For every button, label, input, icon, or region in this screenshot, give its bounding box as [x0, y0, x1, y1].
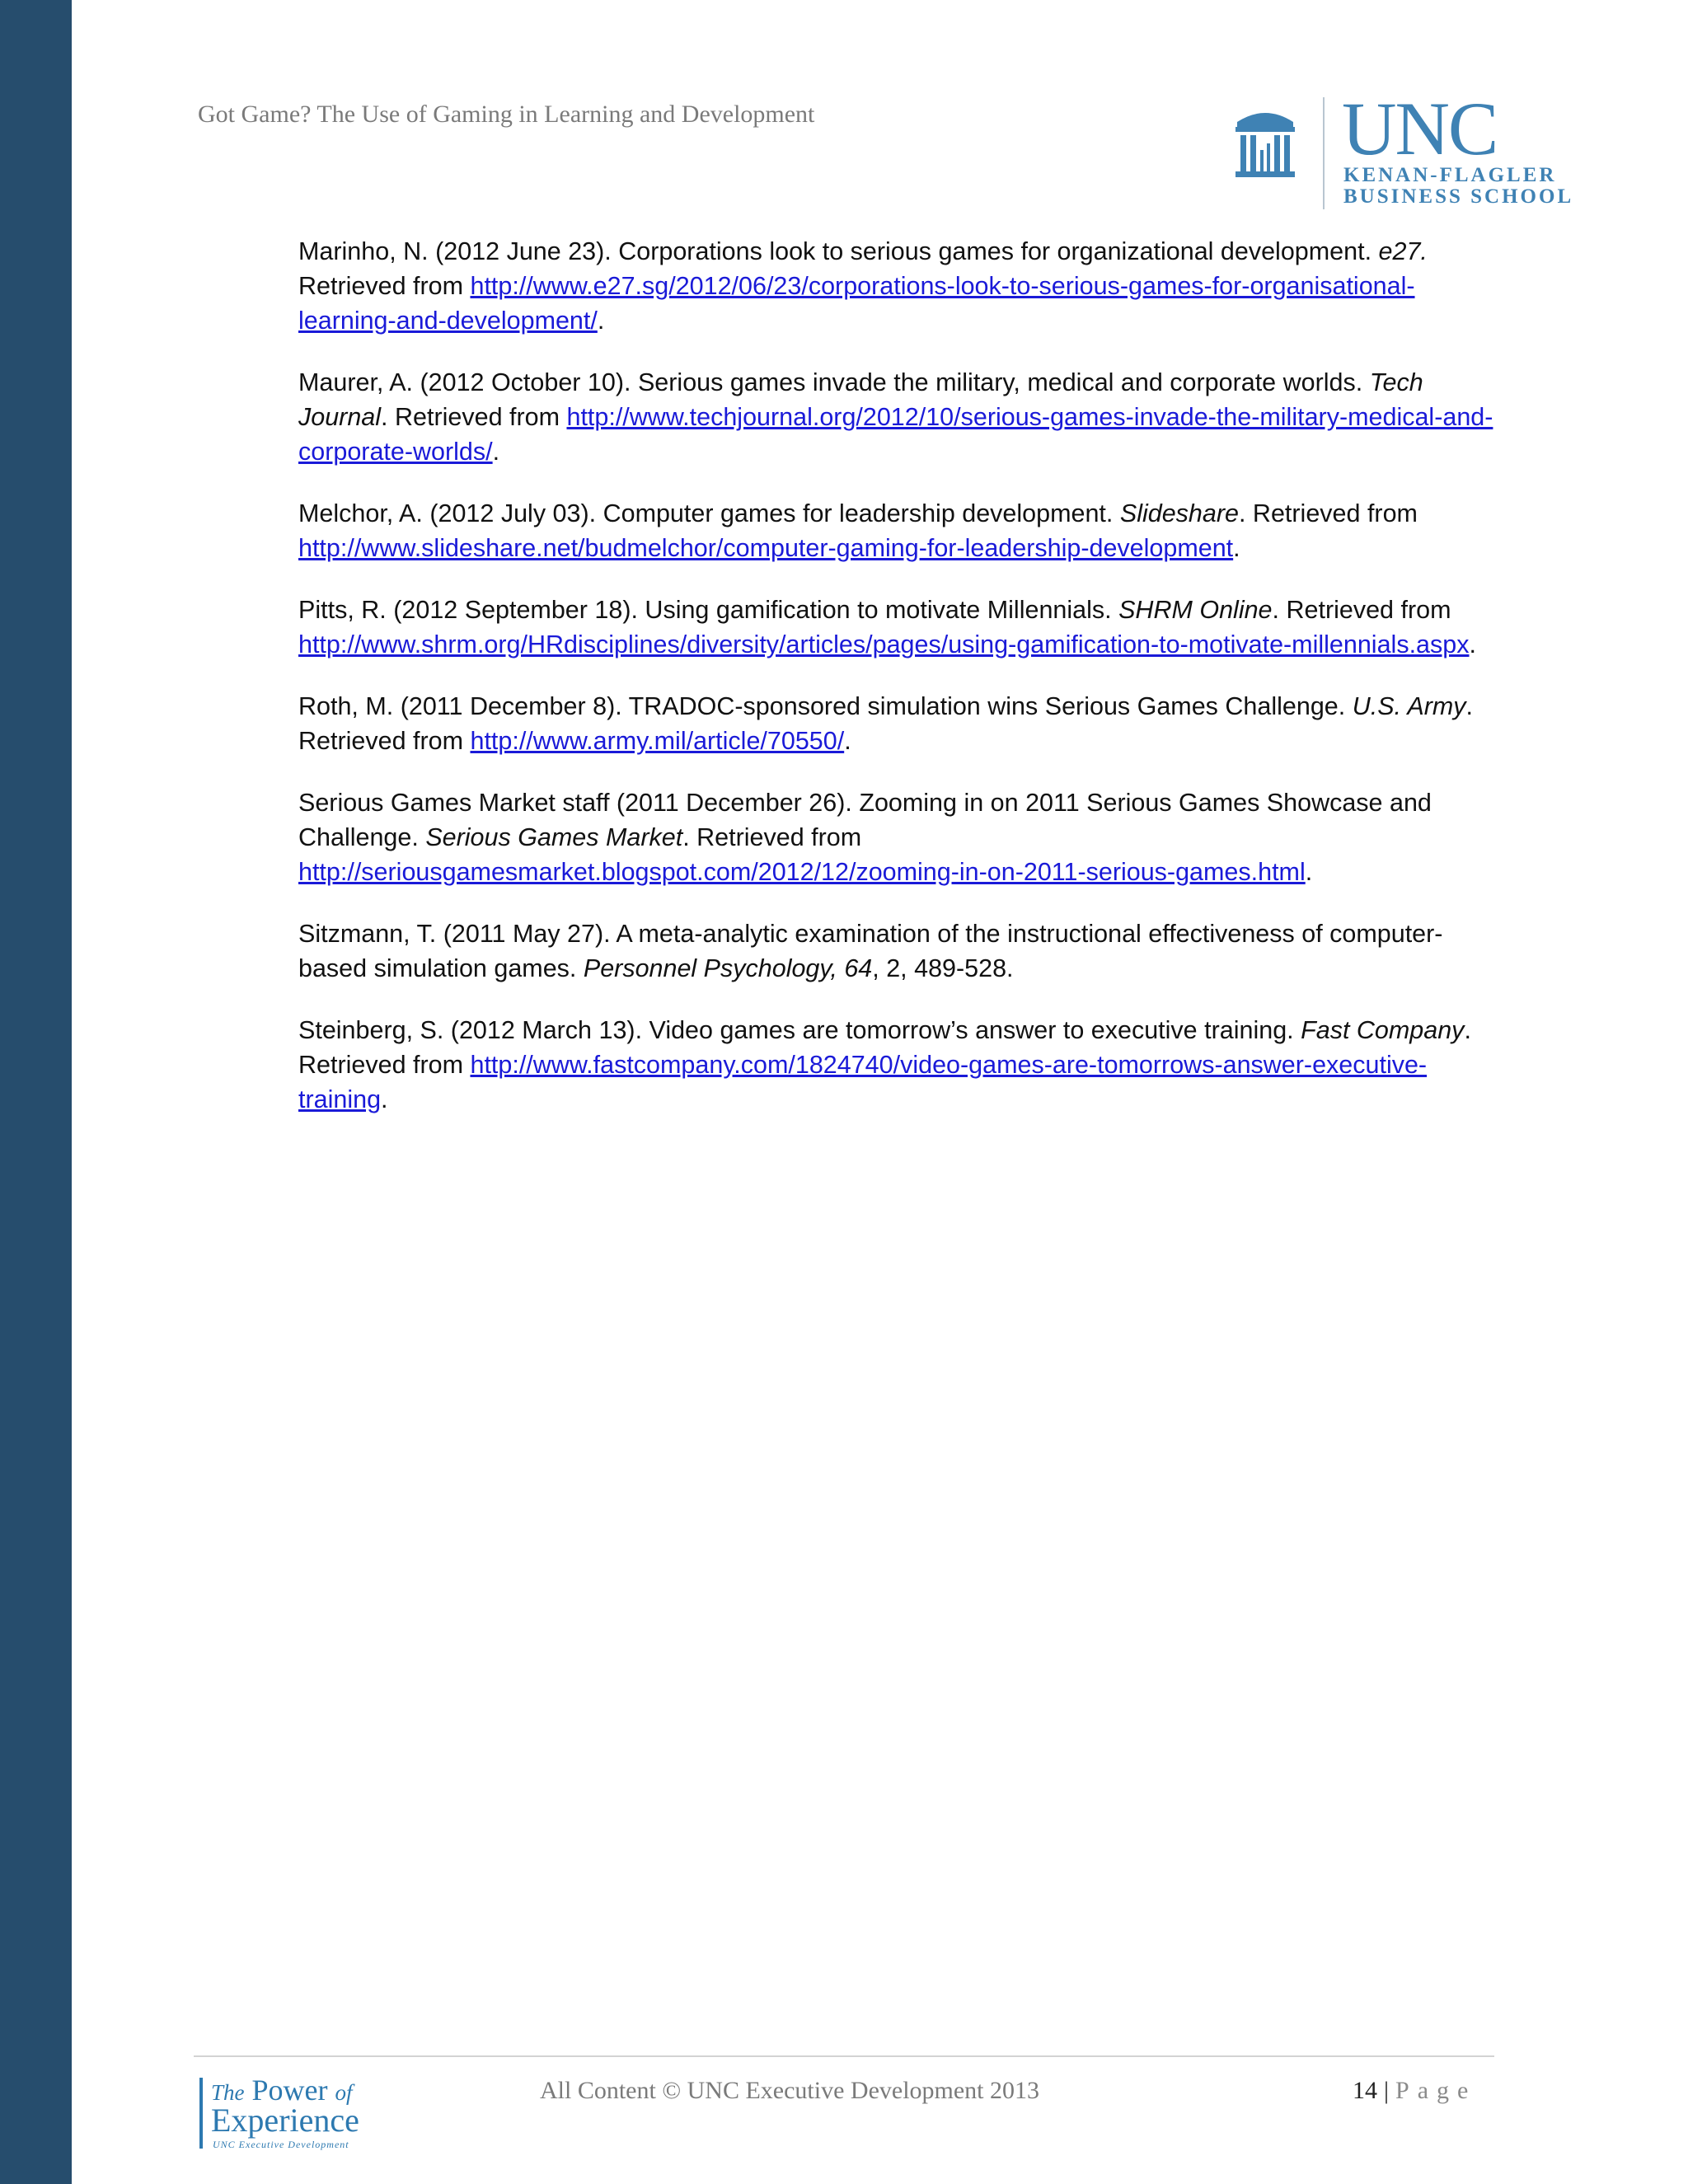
- reference-source: Personnel Psychology, 64: [583, 954, 873, 982]
- page-separator: |: [1384, 2077, 1390, 2104]
- reference-link[interactable]: http://www.slideshare.net/budmelchor/computer-gaming-for-leadership-development: [298, 534, 1234, 562]
- reference-entry: [298, 785, 1493, 889]
- reference-end: .: [381, 1085, 388, 1113]
- reference-retrieved: . Retrieved from: [1238, 499, 1418, 527]
- reference-entry: [298, 689, 1493, 758]
- reference-text: Pitts, R. (2012 September 18). Using gamification to motivate Millennials.: [298, 596, 1119, 624]
- reference-link[interactable]: http://www.shrm.org/HRdisciplines/diversity/articles/pages/using-gamification-to-motivate-millennials.aspx: [298, 630, 1470, 658]
- unc-kenan-flagler-logo: [1232, 87, 1603, 213]
- reference-end: .: [492, 438, 500, 466]
- reference-text: Serious Games Market staff (2011 December 26). Zooming in on 2011 Serious Games Showcase and Challenge.: [298, 789, 1432, 851]
- reference-retrieved: , 2, 489-528.: [872, 954, 1014, 982]
- logo-school-name: [1343, 165, 1573, 208]
- reference-end: .: [1305, 858, 1313, 886]
- reference-retrieved: . Retrieved from: [1272, 596, 1451, 624]
- reference-text: Maurer, A. (2012 October 10). Serious games invade the military, medical and corporate worlds.: [298, 368, 1370, 396]
- reference-text: Roth, M. (2011 December 8). TRADOC-sponsored simulation wins Serious Games Challenge.: [298, 692, 1353, 720]
- reference-link[interactable]: http://www.army.mil/article/70550/: [470, 727, 845, 755]
- power-of-experience-logo: The Power of Experience UNC Executive Development: [199, 2074, 389, 2154]
- reference-retrieved: Retrieved from: [298, 272, 471, 300]
- reference-source: U.S. Army: [1352, 692, 1466, 720]
- reference-retrieved: . Retrieved from: [682, 823, 862, 851]
- reference-link[interactable]: http://www.techjournal.org/2012/10/serious-games-invade-the-military-medical-and-corporate-worlds/: [298, 403, 1493, 466]
- logo-accent-bar: [199, 2078, 203, 2149]
- reference-entry: [298, 916, 1493, 986]
- logo-school-line1: KENAN-FLAGLER: [1343, 164, 1557, 186]
- reference-retrieved: . Retrieved from: [298, 692, 1474, 755]
- reference-end: .: [597, 307, 605, 335]
- logo-divider: [1323, 97, 1325, 209]
- reference-entry: [298, 593, 1493, 662]
- logo-wordmark: UNC: [1342, 87, 1498, 171]
- reference-retrieved: . Retrieved from: [298, 1016, 1471, 1079]
- running-header-title: Got Game? The Use of Gaming in Learning and Development: [198, 101, 815, 128]
- logo-school-line2: BUSINESS SCHOOL: [1343, 185, 1574, 208]
- reference-source: Tech Journal: [298, 368, 1423, 431]
- footer-divider: [194, 2055, 1494, 2057]
- page-label: Page: [1395, 2077, 1477, 2104]
- reference-source: SHRM Online: [1118, 596, 1273, 624]
- reference-source: Slideshare: [1119, 499, 1239, 527]
- reference-link[interactable]: http://www.fastcompany.com/1824740/video-games-are-tomorrows-answer-executive-training: [298, 1051, 1428, 1113]
- reference-end: .: [1233, 534, 1240, 562]
- reference-source: Serious Games Market: [425, 823, 683, 851]
- page-number: [1353, 2077, 1476, 2105]
- reference-source: e27.: [1378, 237, 1428, 265]
- reference-text: Sitzmann, T. (2011 May 27). A meta-analytic examination of the instructional effectiveness of computer-based simulation games.: [298, 920, 1443, 982]
- reference-entry: [298, 496, 1493, 565]
- reference-end: .: [1469, 630, 1476, 658]
- reference-end: .: [844, 727, 851, 755]
- sidebar-band: [0, 0, 72, 2184]
- reference-link[interactable]: http://seriousgamesmarket.blogspot.com/2012/12/zooming-in-on-2011-serious-games.html: [298, 858, 1306, 886]
- reference-source: Fast Company: [1301, 1016, 1465, 1044]
- reference-entry: [298, 234, 1493, 338]
- old-well-icon: [1232, 102, 1298, 185]
- reference-list: [298, 234, 1493, 1144]
- reference-retrieved: . Retrieved from: [381, 403, 567, 431]
- page-number-value: 14: [1353, 2077, 1377, 2104]
- reference-text: Marinho, N. (2012 June 23). Corporations look to serious games for organizational development.: [298, 237, 1379, 265]
- footer-copyright: All Content © UNC Executive Development 2013: [540, 2077, 1040, 2104]
- reference-link[interactable]: http://www.e27.sg/2012/06/23/corporations-look-to-serious-games-for-organisational-learning-and-development/: [298, 272, 1415, 335]
- reference-entry: [298, 1013, 1493, 1117]
- reference-text: Melchor, A. (2012 July 03). Computer games for leadership development.: [298, 499, 1120, 527]
- reference-entry: [298, 365, 1493, 469]
- reference-text: Steinberg, S. (2012 March 13). Video games are tomorrow’s answer to executive training.: [298, 1016, 1301, 1044]
